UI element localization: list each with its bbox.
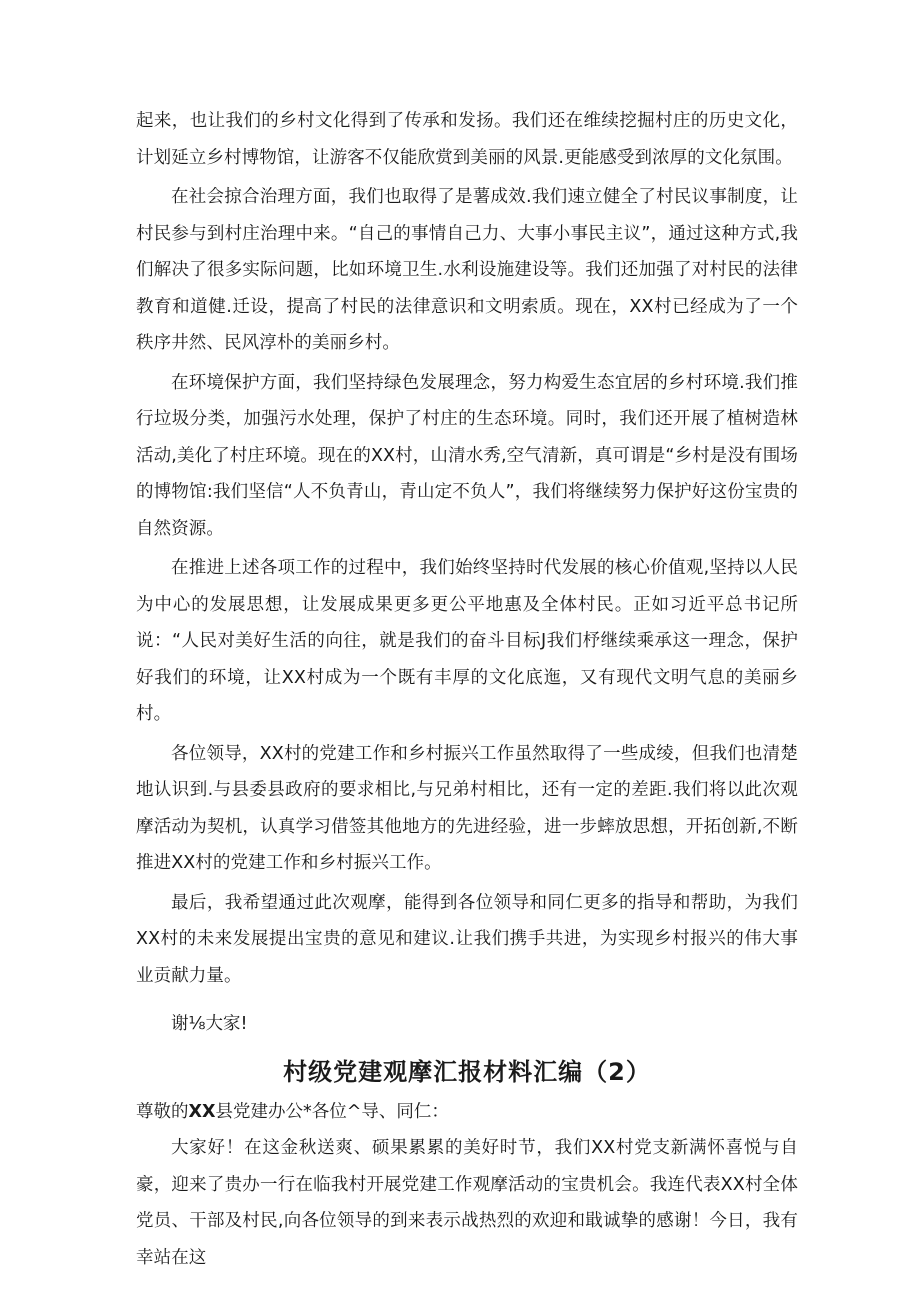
- paragraph: 各位领导，XX村的党建工作和乡村振兴工作虽然取得了一些成绫，但我们也清楚地认识到.与县委县政府的要求相比,与兄弟村相比，还有一定的差距.我们将以此次观摩活动为契机，认真学习借签其他地方的先进经验，进一步蟀放思想，开拓创新,不断推进XX村的党建工作和乡村振兴工作。: [136, 743, 798, 873]
- salutation: [136, 1094, 798, 1130]
- salutation-prefix: 尊敬的: [136, 1102, 189, 1122]
- paragraph: 起来，也让我们的乡村文化得到了传承和发扬。我们还在维续挖掘村庄的历史文化，计划延立乡村博物馆，让游客不仅能欣赏到美丽的风景.更能感受到浓厚的文化氛围。: [136, 111, 798, 168]
- document-page: [136, 103, 798, 1279]
- salutation-suffix: 县党建办公*各位^导、同仁：: [215, 1102, 449, 1122]
- closing-thanks: 谢⅛大家!: [171, 1014, 248, 1034]
- salutation-bold: XX: [188, 1102, 216, 1122]
- paragraph: 在推进上述各项工作的过程中，我们始终坚持时代发展的核心价值观,坚持以人民为中心的发展思想，让发展成果更多更公平地惠及全体村民。正如习近平总书记所说：“人民对美好生活的向往，就是我们的奋斗目标J我们杼继续乘承这一理念，保护好我们的环境，让XX村成为一个既有丰厚的文化底迤，又有现代文明气息的美丽乡村。: [136, 558, 798, 724]
- paragraph: 大家好！在这金秋送爽、硕果累累的美好时节，我们XX村党支新满怀喜悦与自豪，迎来了贵办一行在临我村开展党建工作观摩活动的宝贵机会。我连代表XX村全体党员、干部及村民,向各位领导的到来表示战热烈的欢迎和戢诚挚的感谢！今日，我有幸站在这: [136, 1138, 798, 1268]
- paragraph: 在社会掠合治理方面，我们也取得了是薯成效.我们速立健全了村民议事制度，让村民参与到村庄治理中来。“自己的事情自己力、大事小事民主议”，通过这种方式,我们解决了很多实际问题，比如环境卫生.水利设施建设等。我们还加强了对村民的法律教育和道健.迁设，提高了村民的法律意识和文明索质。现在，XX村已经成为了一个秩序井然、民风淳朴的美丽乡村。: [136, 187, 798, 353]
- paragraph: 在环境保护方面，我们坚持绿色发展理念，努力构爱生态宜居的乡村环境.我们推行垃圾分类，加强污水处理，保护了村庄的生态环境。同时，我们还开展了植树造林活动,美化了村庄环境。现在的XX村，山清水秀,空气清新，真可谓是“乡村是没有围场的博物馆:我们坚信“人不负青山，青山定不负人”，我们将继续努力保护好这份宝贵的自然资源。: [136, 372, 798, 539]
- paragraph: 最后，我希望通过此次观摩，能得到各位领导和同仁更多的指导和帮助，为我们XX村的未来发展提出宝贵的意见和建议.让我们携手共进，为实现乡村报兴的伟大事业贡献力量。: [136, 892, 798, 986]
- section-title: 村级党建观摩汇报材料汇编（2）: [283, 1058, 651, 1086]
